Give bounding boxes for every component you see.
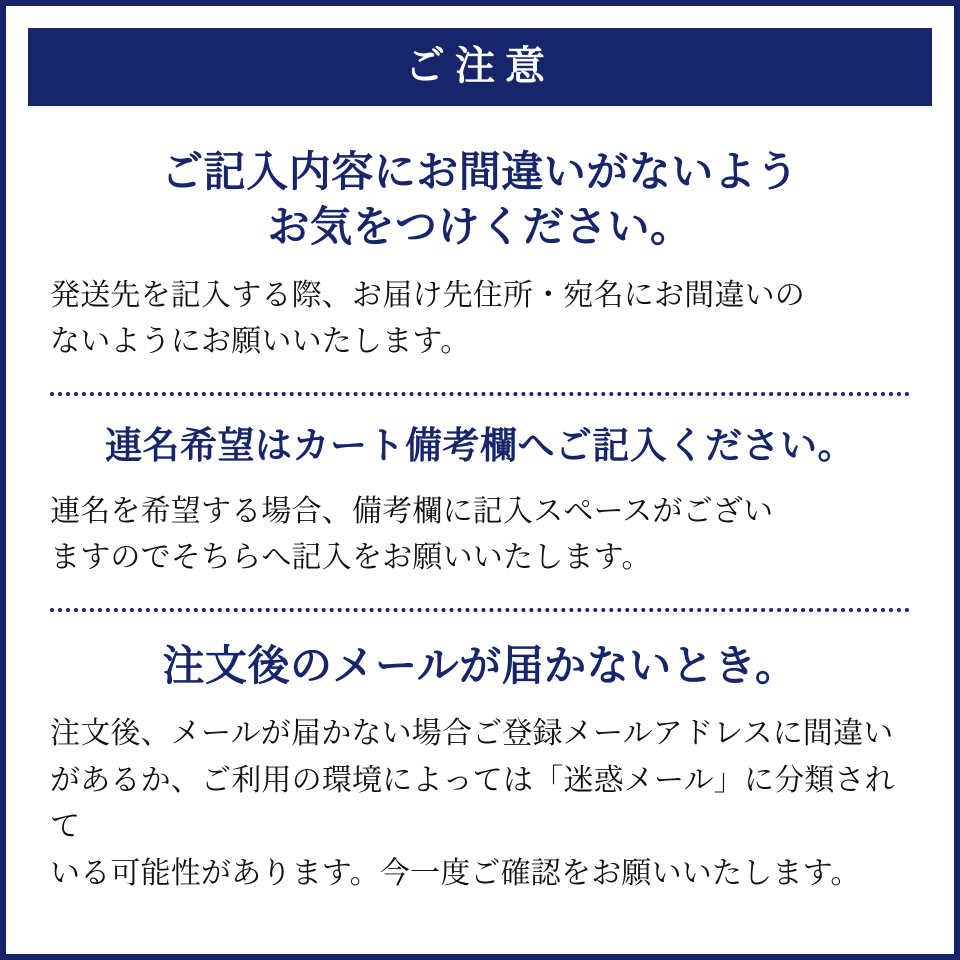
section-heading bbox=[50, 422, 910, 471]
section-body-line: ますのでそちらへ記入をお願いいたします。 bbox=[50, 541, 652, 575]
section-heading-line: お気をつけください。 bbox=[267, 203, 693, 251]
section-body-line: があるか、ご利用の環境によっては「迷惑メール」に分類されて bbox=[50, 763, 895, 844]
section-body-line: 連名を希望する場合、備考欄に記入スペースがござい bbox=[50, 494, 774, 528]
section-heading bbox=[50, 144, 910, 255]
section-heading-line: 連名希望はカート備考欄へご記入ください。 bbox=[105, 424, 855, 466]
notice-section-joint-name bbox=[50, 396, 910, 582]
section-body bbox=[50, 711, 910, 897]
notice-header: ご注意 bbox=[28, 28, 932, 106]
section-body bbox=[50, 273, 910, 366]
section-heading-line: ご記入内容にお間違いがないよう bbox=[161, 148, 799, 195]
section-body bbox=[50, 489, 910, 582]
section-heading bbox=[50, 638, 910, 693]
section-body-line: いる可能性があります。今一度ご確認をお願いいたします。 bbox=[50, 856, 861, 890]
notice-section-shipping-info bbox=[50, 106, 910, 366]
section-body-line: ないようにお願いいたします。 bbox=[50, 325, 471, 359]
section-heading-line: 注文後のメールが届かないとき。 bbox=[162, 641, 798, 689]
section-body-line: 注文後、メールが届かない場合ご登録メールアドレスに間違い bbox=[50, 717, 894, 751]
section-body-line: 発送先を記入する際、お届け先住所・宛名にお間違いの bbox=[50, 278, 805, 312]
notice-section-email-not-received bbox=[50, 612, 910, 897]
notice-body bbox=[6, 106, 954, 897]
